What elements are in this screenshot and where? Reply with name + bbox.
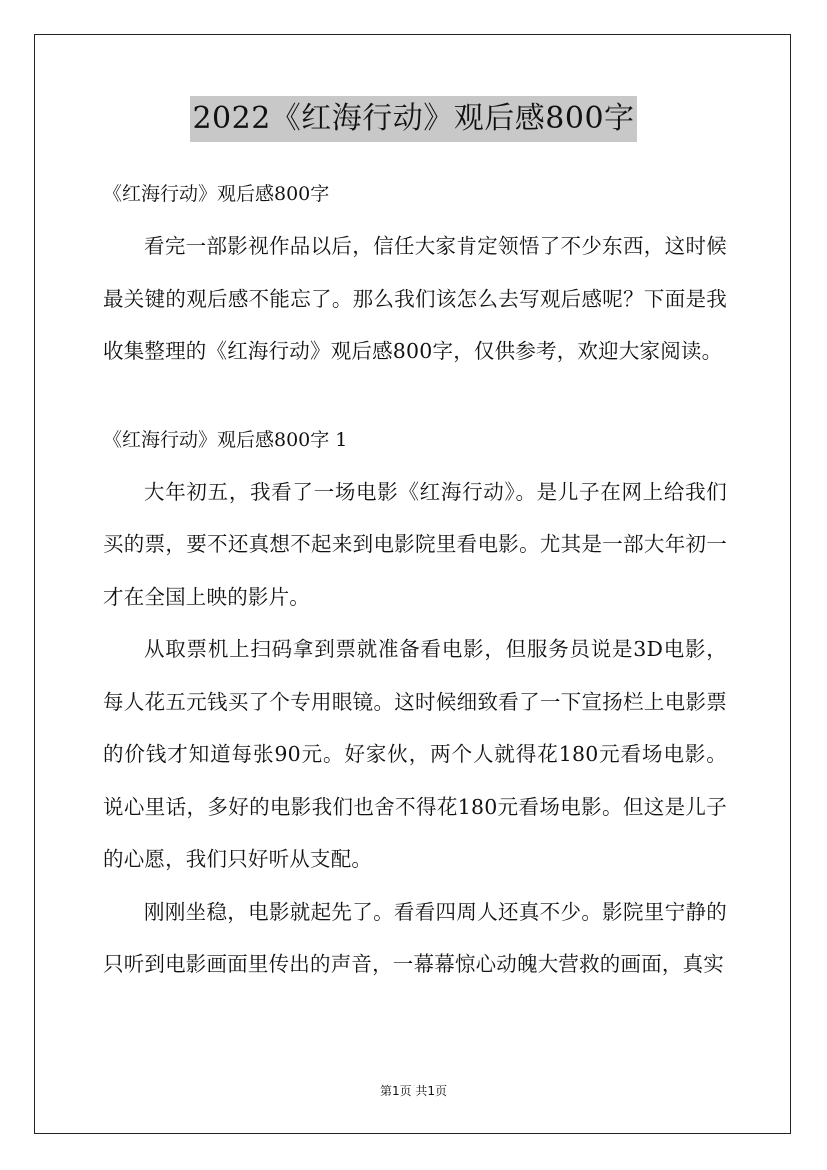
- document-title: 2022《红海行动》观后感800字: [190, 96, 636, 142]
- section-heading: 《红海行动》观后感800字 1: [103, 428, 348, 451]
- body-paragraph: 大年初五，我看了一场电影《红海行动》。是儿子在网上给我们买的票，要不还真想不起来到电影院里看电影。尤其是一部大年初一才在全国上映的影片。: [103, 479, 727, 609]
- page-footer: 第1页 共1页: [379, 1084, 448, 1098]
- body-paragraph: 从取票机上扫码拿到票就准备看电影，但服务员说是3D电影，每人花五元钱买了个专用眼镜。这时候细致看了一下宣扬栏上电影票的价钱才知道每张90元。好家伙，两个人就得花180元看场电影。说心里话，多好的电影我们也舍不得花180元看场电影。但这是儿子的心愿，我们只好听从支配。: [103, 637, 727, 871]
- body-paragraph: 刚刚坐稳，电影就起先了。看看四周人还真不少。影院里宁静的只听到电影画面里传出的声音，一幕幕惊心动魄大营救的画面，真实: [103, 899, 727, 976]
- document-body: [103, 168, 727, 991]
- intro-paragraph: 看完一部影视作品以后，信任大家肯定领悟了不少东西，这时候最关键的观后感不能忘了。那么我们该怎么去写观后感呢？下面是我收集整理的《红海行动》观后感800字，仅供参考，欢迎大家阅读。: [103, 234, 727, 363]
- title-container: [0, 96, 827, 142]
- subtitle: 《红海行动》观后感800字: [103, 183, 330, 205]
- section-spacer: [103, 378, 727, 414]
